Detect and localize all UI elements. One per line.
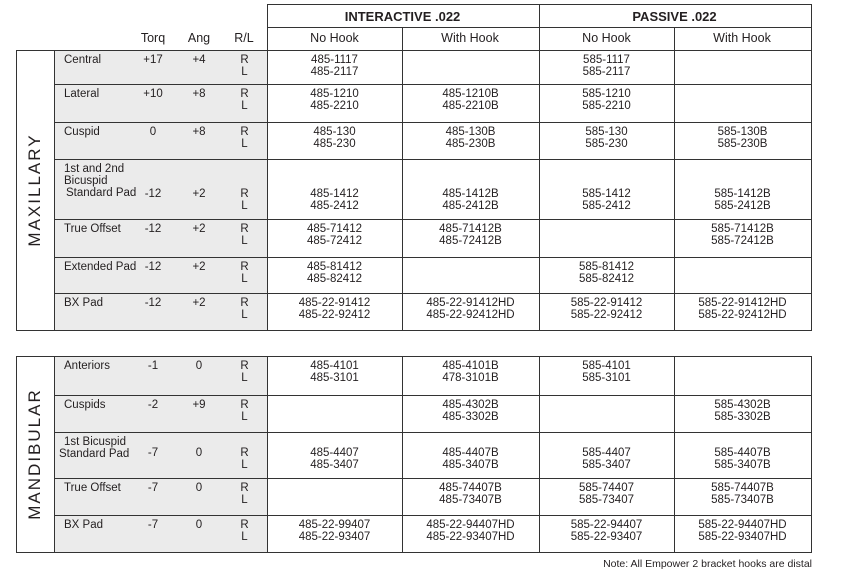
angulation-value: +8 — [192, 126, 206, 138]
part-number-interactive-no-hook: 485-22-93407 — [298, 531, 371, 543]
rl-value: L — [241, 100, 248, 112]
row-name: BX Pad — [64, 519, 103, 531]
part-number-interactive-with-hook: 478-3101B — [442, 372, 499, 384]
rl-value: R — [240, 261, 249, 273]
angulation-value: +9 — [192, 399, 206, 411]
part-number-interactive-no-hook: 485-2117 — [310, 66, 359, 78]
part-number-passive-with-hook: 585-2412B — [714, 200, 771, 212]
rl-value: L — [241, 273, 248, 285]
part-number-interactive-no-hook: 485-22-99407 — [298, 519, 371, 531]
torque-value: -2 — [147, 399, 159, 411]
rl-value: R — [240, 54, 249, 66]
part-number-passive-with-hook: 585-1412B — [714, 188, 771, 200]
col-header-interactive-no-hook: No Hook — [310, 31, 359, 45]
row-name: Central — [64, 54, 102, 66]
angulation-value: +2 — [192, 188, 206, 200]
part-number-interactive-with-hook: 485-230B — [445, 138, 496, 150]
part-number-interactive-with-hook: 485-73407B — [439, 494, 502, 506]
torque-value: -7 — [147, 519, 159, 531]
part-number-passive-with-hook: 585-71412B — [711, 223, 774, 235]
angulation-value: 0 — [195, 519, 203, 531]
part-number-passive-no-hook: 585-22-93407 — [570, 531, 643, 543]
part-number-interactive-with-hook: 485-71412B — [439, 223, 502, 235]
angulation-value: +2 — [192, 223, 206, 235]
part-number-passive-no-hook: 585-1117 — [583, 54, 630, 66]
part-number-passive-with-hook: 585-22-92412HD — [698, 309, 787, 321]
rl-value: L — [241, 200, 248, 212]
rl-value: R — [240, 88, 249, 100]
rl-value: L — [241, 235, 248, 247]
part-number-passive-no-hook: 585-1412 — [582, 188, 631, 200]
part-number-interactive-no-hook: 485-230 — [313, 138, 356, 150]
torque-value: -12 — [144, 261, 162, 273]
header-vrule-mid — [539, 4, 540, 50]
part-number-passive-with-hook: 585-22-91412HD — [698, 297, 787, 309]
part-number-interactive-no-hook: 485-3407 — [310, 459, 359, 471]
header-vrule-sub-2 — [674, 27, 675, 50]
section-label: MANDIBULAR — [25, 388, 44, 520]
row-divider — [54, 432, 812, 433]
part-number-passive-with-hook: 585-4407B — [714, 447, 771, 459]
col-header-passive-with-hook: With Hook — [713, 31, 771, 45]
torque-value: -12 — [144, 297, 162, 309]
part-number-passive-no-hook: 585-22-94407 — [570, 519, 643, 531]
rl-value: R — [240, 188, 249, 200]
part-number-interactive-no-hook: 485-71412 — [307, 223, 362, 235]
angulation-value: +2 — [192, 297, 206, 309]
part-number-interactive-no-hook: 485-81412 — [307, 261, 362, 273]
rl-value: R — [240, 360, 249, 372]
part-number-passive-no-hook: 585-74407 — [579, 482, 634, 494]
part-number-passive-no-hook: 585-130 — [585, 126, 628, 138]
part-number-interactive-with-hook: 485-22-93407HD — [426, 531, 515, 543]
header-vrule-right — [811, 4, 812, 50]
row-divider — [54, 395, 812, 396]
part-number-interactive-with-hook: 485-72412B — [439, 235, 502, 247]
torque-value: -12 — [144, 188, 162, 200]
part-number-passive-with-hook: 585-4302B — [714, 399, 771, 411]
row-divider — [54, 219, 812, 220]
row-name: Extended Pad — [64, 261, 137, 273]
part-number-passive-no-hook: 585-22-91412 — [570, 297, 643, 309]
column-divider — [16, 50, 17, 331]
column-divider — [16, 356, 17, 553]
row-name: Anteriors — [64, 360, 111, 372]
spacer-top-rule — [267, 330, 812, 331]
torque-value: -12 — [144, 223, 162, 235]
part-number-passive-with-hook: 585-3302B — [714, 411, 771, 423]
row-divider — [54, 84, 812, 85]
part-number-passive-no-hook: 585-82412 — [579, 273, 634, 285]
part-number-interactive-no-hook: 485-1412 — [310, 188, 359, 200]
part-number-interactive-with-hook: 485-1210B — [442, 88, 499, 100]
part-number-interactive-no-hook: 485-2210 — [310, 100, 359, 112]
row-divider — [54, 257, 812, 258]
row-divider — [54, 122, 812, 123]
part-number-passive-with-hook: 585-72412B — [711, 235, 774, 247]
rl-value: L — [241, 138, 248, 150]
angulation-value: 0 — [195, 482, 203, 494]
rl-value: L — [241, 411, 248, 423]
part-number-passive-with-hook: 585-22-93407HD — [698, 531, 787, 543]
part-number-passive-no-hook: 585-2210 — [582, 100, 631, 112]
section-border — [16, 552, 812, 553]
row-name: 1st Bicuspid — [64, 436, 127, 448]
row-name: Bicuspid — [64, 175, 108, 187]
rl-value: R — [240, 519, 249, 531]
part-number-passive-no-hook: 585-3407 — [582, 459, 631, 471]
part-number-interactive-no-hook: 485-4407 — [310, 447, 359, 459]
row-name: BX Pad — [64, 297, 103, 309]
part-number-passive-with-hook: 585-74407B — [711, 482, 774, 494]
part-number-passive-no-hook: 585-2412 — [582, 200, 631, 212]
section-border — [16, 50, 812, 51]
part-number-interactive-no-hook: 485-82412 — [307, 273, 362, 285]
col-header-interactive-with-hook: With Hook — [441, 31, 499, 45]
col-header-torq: Torq — [140, 31, 166, 45]
part-number-interactive-with-hook: 485-4407B — [442, 447, 499, 459]
rl-value: L — [241, 531, 248, 543]
part-number-interactive-with-hook: 485-1412B — [442, 188, 499, 200]
column-divider — [54, 356, 55, 553]
header-vrule-left — [267, 4, 268, 50]
part-number-passive-no-hook: 585-4101 — [582, 360, 631, 372]
row-name: 1st and 2nd — [64, 163, 125, 175]
part-number-passive-no-hook: 585-2117 — [582, 66, 631, 78]
rl-value: R — [240, 297, 249, 309]
part-number-interactive-with-hook: 485-74407B — [439, 482, 502, 494]
angulation-value: 0 — [195, 360, 203, 372]
col-header-rl: R/L — [234, 31, 254, 45]
part-number-interactive-with-hook: 485-22-91412HD — [426, 297, 515, 309]
part-number-interactive-with-hook: 485-4302B — [442, 399, 499, 411]
torque-value: +10 — [143, 88, 163, 100]
rl-value: R — [240, 482, 249, 494]
column-divider — [811, 50, 812, 331]
section-border — [16, 356, 812, 357]
torque-value: -7 — [147, 447, 159, 459]
row-name: Cuspid — [64, 126, 100, 138]
part-number-interactive-no-hook: 485-2412 — [310, 200, 359, 212]
row-name: Standard Pad — [59, 448, 130, 460]
angulation-value: +4 — [192, 54, 206, 66]
part-number-passive-no-hook: 585-1210 — [582, 88, 631, 100]
part-number-passive-no-hook: 585-3101 — [582, 372, 631, 384]
part-number-interactive-no-hook: 485-130 — [313, 126, 356, 138]
part-number-interactive-with-hook: 485-130B — [445, 126, 496, 138]
column-divider — [811, 356, 812, 553]
part-number-interactive-with-hook: 485-3407B — [442, 459, 499, 471]
part-number-passive-no-hook: 585-81412 — [579, 261, 634, 273]
rl-value: R — [240, 399, 249, 411]
torque-value: -7 — [147, 482, 159, 494]
rl-value: L — [241, 309, 248, 321]
part-number-interactive-no-hook: 485-72412 — [307, 235, 362, 247]
part-number-passive-no-hook: 585-73407 — [579, 494, 634, 506]
rl-value: L — [241, 459, 248, 471]
torque-value: 0 — [149, 126, 157, 138]
torque-value: -1 — [147, 360, 159, 372]
torque-value: +17 — [143, 54, 163, 66]
rl-value: R — [240, 126, 249, 138]
part-number-interactive-no-hook: 485-1117 — [311, 54, 358, 66]
row-divider — [54, 293, 812, 294]
part-number-passive-no-hook: 585-4407 — [582, 447, 631, 459]
part-number-interactive-with-hook: 485-2210B — [442, 100, 499, 112]
row-name: True Offset — [64, 482, 121, 494]
part-number-passive-with-hook: 585-22-94407HD — [698, 519, 787, 531]
rl-value: R — [240, 223, 249, 235]
rl-value: L — [241, 66, 248, 78]
row-name: Lateral — [64, 88, 100, 100]
part-number-interactive-no-hook: 485-1210 — [310, 88, 359, 100]
part-number-interactive-with-hook: 485-22-94407HD — [426, 519, 515, 531]
part-number-passive-with-hook: 585-130B — [717, 126, 768, 138]
part-number-interactive-with-hook: 485-22-92412HD — [426, 309, 515, 321]
header-vrule-sub-1 — [402, 27, 403, 50]
row-divider — [54, 478, 812, 479]
part-number-passive-with-hook: 585-73407B — [711, 494, 774, 506]
rl-value: L — [241, 372, 248, 384]
angulation-value: +2 — [192, 261, 206, 273]
row-name: Cuspids — [64, 399, 106, 411]
part-number-passive-no-hook: 585-230 — [585, 138, 628, 150]
row-name: True Offset — [64, 223, 121, 235]
part-number-interactive-no-hook: 485-4101 — [310, 360, 359, 372]
angulation-value: 0 — [195, 447, 203, 459]
angulation-value: +8 — [192, 88, 206, 100]
part-number-interactive-no-hook: 485-22-92412 — [298, 309, 371, 321]
part-number-passive-with-hook: 585-3407B — [714, 459, 771, 471]
column-divider — [54, 50, 55, 331]
part-number-interactive-with-hook: 485-3302B — [442, 411, 499, 423]
rl-value: L — [241, 494, 248, 506]
part-number-interactive-no-hook: 485-22-91412 — [298, 297, 371, 309]
row-divider — [54, 515, 812, 516]
footnote: Note: All Empower 2 bracket hooks are distal — [603, 558, 812, 570]
row-name: Standard Pad — [66, 187, 137, 199]
col-header-passive-no-hook: No Hook — [582, 31, 631, 45]
col-header-ang: Ang — [187, 31, 211, 45]
group-header-interactive: INTERACTIVE .022 — [344, 9, 461, 24]
group-header-passive: PASSIVE .022 — [632, 9, 717, 24]
row-divider — [54, 159, 812, 160]
part-number-interactive-no-hook: 485-3101 — [310, 372, 359, 384]
part-number-interactive-with-hook: 485-2412B — [442, 200, 499, 212]
section-label: MAXILLARY — [25, 133, 44, 247]
part-number-interactive-with-hook: 485-4101B — [442, 360, 499, 372]
rl-value: R — [240, 447, 249, 459]
part-number-passive-no-hook: 585-22-92412 — [570, 309, 643, 321]
part-number-passive-with-hook: 585-230B — [717, 138, 768, 150]
